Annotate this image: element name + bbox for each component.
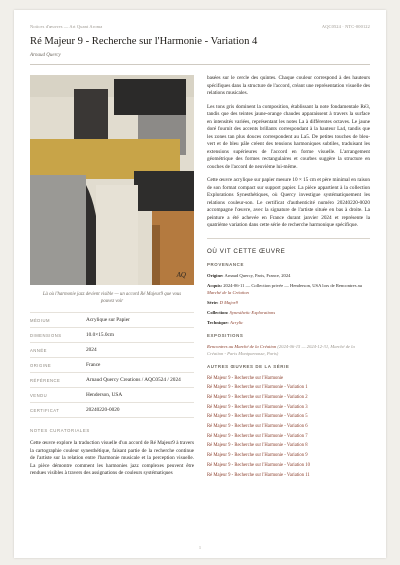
series-link[interactable]: D Major9 [219,299,238,305]
meta-value: 10.0×15.0cm [86,332,114,338]
meta-key: RÉFÉRENCE [30,378,61,383]
fact-label: Technique: [207,319,229,325]
header-reference: AQC0524 · NTC-000122 [321,24,370,29]
description-paragraph: Les tons gris dominent la composition, établissant la note fondamentale Ré3, tandis que des teintes jaune-orange chaudes apparaissent à travers la surface en intensités variées, représentant les notes La à différentes octaves. Le jaune doré fournit des accents brillants correspondant à la hauteur La4, tandis que les zones tan plus douces correspondent au La5. De petites touches de bleu-vert et de bleu pâle créent des tensions harmoniques subtiles, traduisant les extensions supérieures de l'accord en forme visuelle. L'arrangement géométrique des formes rectangulaires et courbes suggère la structure en couches de l'accord de neuvième lui-même. [207,103,370,170]
exposition-detail: (2024-06-15 — 2024-12-31, Marché de la Création - Paris Montparnasse, Paris) [207,343,355,356]
other-works-heading: AUTRES ŒUVRES DE LA SÉRIE [207,363,290,369]
image-caption: Là où l'harmonie jazz devient visible — un accord Ré Majeur9 que vous pouvez voir [42,292,182,304]
other-work-link[interactable]: Ré Majeur 9 - Recherche sur l'Harmonie - Variation 8 [207,443,308,449]
page-title: Ré Majeur 9 - Recherche sur l'Harmonie - Variation 4 [30,36,258,47]
expositions-heading: EXPOSITIONS [207,332,244,338]
artist-signature: AQ [176,271,186,279]
fact-value: Arnaud Quercy, Paris, France, 2024 [224,272,291,278]
header-bar [30,24,370,29]
exposition-link[interactable]: Rencontres au Marché de la Création [207,343,277,349]
meta-row-medium [30,312,194,327]
left-column [30,75,194,478]
other-works-list [207,374,370,481]
other-work-link[interactable]: Ré Majeur 9 - Recherche sur l'Harmonie - Variation 11 [207,472,310,478]
meta-row-reference [30,372,194,387]
meta-key: ORIGINE [30,363,52,368]
meta-value: Acrylique sur Papier [86,317,130,323]
technique-link[interactable]: Acrylic [229,319,244,325]
fact-label: Acquis: [207,282,223,288]
other-work-link[interactable]: Ré Majeur 9 - Recherche sur l'Harmonie [207,375,284,381]
collection-link[interactable]: Synesthetic Explorations [229,309,276,315]
description-paragraph: basées sur le cercle des quintes. Chaque couleur correspond à des hauteurs spécifiques dans la structure de l'accord, créant une représentation visuelle des relations musicales. [207,75,370,96]
meta-value: 2024 [86,347,97,353]
description-paragraph: Cette œuvre acrylique sur papier mesure 10 × 15 cm et père minimal en raison de son format compact sur support papier. La pièce appartient à la collection Explorations Synesthétiques, où Quercy investigue systématiquement les relations couleur-son. Le certificat d'authenticité numéro 20240220-0020 accompagne l'œuvre, avec la signature de l'artiste située en bas à droite. La peinture a été achevée en France durant janvier 2024 et représente la quatrième variation dans cette série de recherche harmonique spécifique. [207,177,370,228]
header-left: Notices d'œuvres — Art Quant Aroma [30,24,103,29]
artwork-image [30,75,194,285]
other-work-link[interactable]: Ré Majeur 9 - Recherche sur l'Harmonie - Variation 10 [207,462,310,468]
meta-key: MÉDIUM [30,318,50,323]
curatorial-notes: Cette œuvre explore la traduction visuelle d'un accord de Ré Majeur9 à travers la cartographie couleur synesthétique, faisant partie de la recherche continue de l'artiste sur la relation entre l'harmonie musicale et la perception visuelle. La pièce démontre comment les harmonies jazz complexes peuvent être rendues visibles à travers des assignations de couleurs systématiques [30,440,194,477]
meta-value: Arnaud Quercy Creations / AQC0524 / 2024 [86,377,181,383]
meta-key: DIMENSIONS [30,333,62,338]
provenance-heading: PROVENANCE [207,261,244,267]
acquired-event-link[interactable]: Marché de la Création [207,289,249,295]
provenance-collection [207,309,370,316]
other-work-link[interactable]: Ré Majeur 9 - Recherche sur l'Harmonie - Variation 1 [207,385,308,391]
meta-key: CERTIFICAT [30,408,60,413]
section-divider [207,238,370,239]
other-work-link[interactable]: Ré Majeur 9 - Recherche sur l'Harmonie - Variation 2 [207,394,308,400]
exposition-entry [207,343,370,357]
meta-row-sold [30,387,194,402]
page-number: 1 [198,545,202,550]
fact-value: 2024-06-11 — Collection privée — Henderson, USA lors de Rencontres au [223,282,362,288]
meta-value: 20240220-0020 [86,407,120,413]
title-divider [30,64,370,65]
artwork-painting [30,75,194,285]
provenance-acquired [207,282,370,296]
provenance-origin [207,272,370,279]
meta-row-year [30,342,194,357]
other-work-link[interactable]: Ré Majeur 9 - Recherche sur l'Harmonie - Variation 6 [207,424,308,430]
meta-row-certificate [30,402,194,418]
other-work-link[interactable]: Ré Majeur 9 - Recherche sur l'Harmonie - Variation 7 [207,433,308,439]
artist-name: Arnaud Quercy [30,53,61,58]
meta-value: Henderson, USA [86,392,123,398]
meta-value: France [86,362,101,368]
other-work-link[interactable]: Ré Majeur 9 - Recherche sur l'Harmonie - Variation 5 [207,414,308,420]
fact-label: Origine: [207,272,224,278]
meta-row-origin [30,357,194,372]
meta-key: ANNÉE [30,348,47,353]
notes-heading: NOTES CURATORIALES [30,428,90,433]
fact-label: Collection: [207,309,229,315]
fact-label: Série: [207,299,219,305]
document-page [14,10,386,558]
provenance-technique [207,319,370,326]
other-work-link[interactable]: Ré Majeur 9 - Recherche sur l'Harmonie - Variation 9 [207,453,308,459]
provenance-series [207,299,370,306]
meta-key: VENDU [30,393,48,398]
other-work-link[interactable]: Ré Majeur 9 - Recherche sur l'Harmonie - Variation 3 [207,404,308,410]
meta-row-dimensions [30,327,194,342]
right-column [207,75,370,480]
where-section-title: OÙ VIT CETTE ŒUVRE [207,247,286,255]
metadata-table [30,312,194,418]
